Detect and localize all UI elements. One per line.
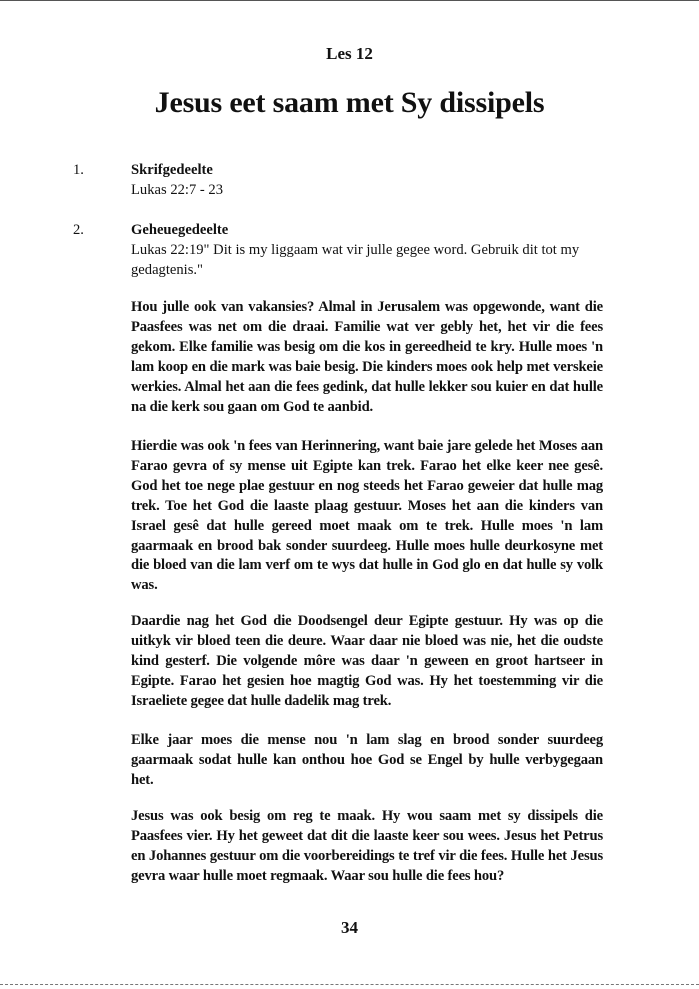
section-text: Lukas 22:19" Dit is my liggaam wat vir julle gegee word. Gebruik dit tot my gedagtenis." xyxy=(131,242,580,278)
section-number: 2. xyxy=(73,222,84,238)
lesson-number: Les 12 xyxy=(326,44,373,63)
paragraph: Hou julle ook van vakansies? Almal in Jerusalem was opgewonde, want die Paasfees was net om die draai. Familie wat ver gebly het, het vir die fees gekom. Elke familie was besig om die kos in gereedheid te kry. Hulle moes 'n lam koop en die mark was baie besig. Die kinders moes ook help met verskeie werkies. Almal het aan die fees gedink, dat hulle lekker sou kuier en dat hulle na die kerk sou gaan om God te aanbid. xyxy=(131,299,603,415)
paragraph: Daardie nag het God die Doodsengel deur Egipte gestuur. Hy was op die uitkyk vir bloed teen die deure. Waar daar nie bloed was nie, het die oudste kind gesterf. Die volgende môre was daar 'n geween en groot hartseer in Egipte. Farao het gesien hoe magtig God was. Hy het toestemming vir die Israeliete gegee dat hulle dadelik mag trek. xyxy=(131,613,603,709)
section-text: Lukas 22:7 - 23 xyxy=(131,182,224,198)
page-title: Jesus eet saam met Sy dissipels xyxy=(154,86,545,119)
section-heading: Skrifgedeelte xyxy=(131,162,213,178)
paragraph: Elke jaar moes die mense nou 'n lam slag en brood sonder suurdeeg gaarmaak sodat hulle kan onthou hoe God se Engel by hulle verbygegaan het. xyxy=(131,732,603,788)
paragraph: Jesus was ook besig om reg te maak. Hy wou saam met sy dissipels die Paasfees vier. Hy het geweet dat dit die laaste keer sou wees. Jesus het Petrus en Johannes gestuur om die voorbereidings te tref vir die fees. Hulle het Jesus gevra waar hulle moet regmaak. Waar sou hulle die fees hou? xyxy=(131,808,603,884)
page-number: 34 xyxy=(341,918,358,937)
top-border xyxy=(0,0,699,1)
section-number: 1. xyxy=(73,162,84,178)
paragraph: Hierdie was ook 'n fees van Herinnering, want baie jare gelede het Moses aan Farao gevra of sy mense uit Egipte kan trek. Farao het elke keer nee gesê. God het toe nege plae gestuur en nog steeds het Farao geweier dat hulle mag trek. Toe het God die laaste plaag gestuur. Moses het aan die kinders van Israel gesê dat hulle gereed moet maak om te trek. Hulle moes 'n lam gaarmaak en brood bak sonder suurdeeg. Hulle moes hulle deurkosyne met die bloed van die lam verf om te wys dat hulle in God glo en dat hulle sy volk was. xyxy=(131,438,603,594)
bottom-border xyxy=(0,984,699,986)
section-heading: Geheuegedeelte xyxy=(131,222,229,238)
